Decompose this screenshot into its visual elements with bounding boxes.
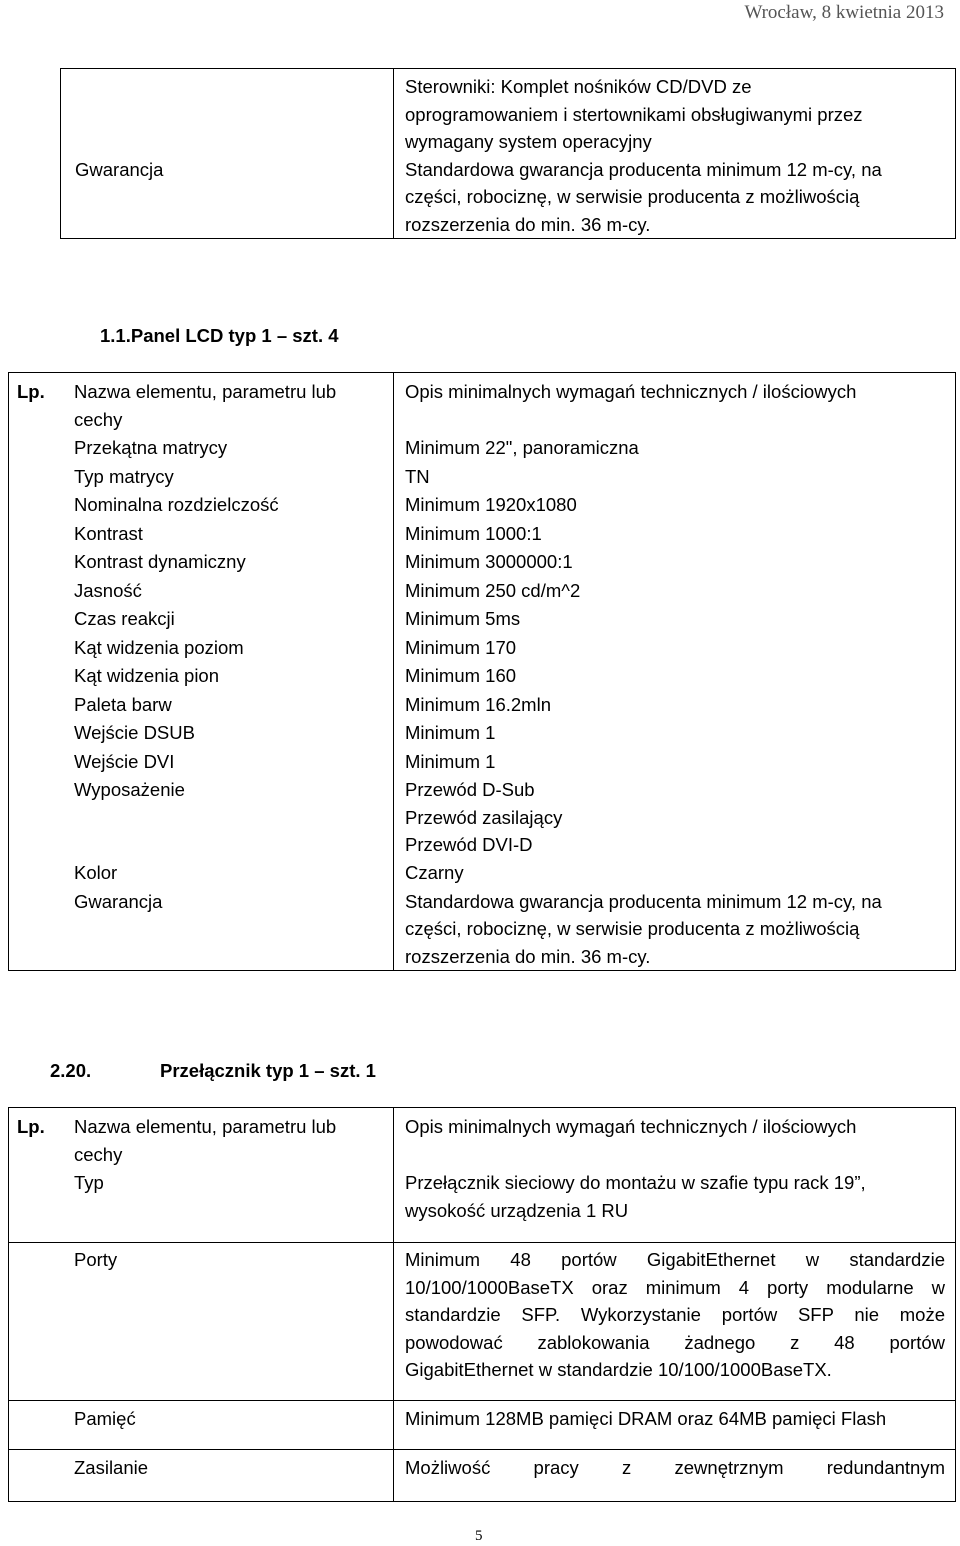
row-name: Kontrast <box>74 522 143 544</box>
header-date: Wrocław, 8 kwietnia 2013 <box>744 2 944 23</box>
warranty-line-1: Standardowa gwarancja producenta minimum 12 m-cy, na <box>405 158 882 180</box>
warranty-line-2: części, robociznę, w serwisie producenta z możliwością <box>405 186 860 207</box>
row-name: Wejście DVI <box>74 750 175 772</box>
porty-label: Porty <box>74 1249 118 1270</box>
lp-header: Lp. <box>17 1116 45 1137</box>
color-label: Kolor <box>74 862 118 883</box>
row-name: Kontrast dynamiczny <box>74 551 246 572</box>
header-name-line-2: cechy <box>74 1143 123 1165</box>
zasilanie-label: Zasilanie <box>74 1457 149 1478</box>
row-name: Przekątna matrycy <box>74 437 228 458</box>
warranty-line-3: rozszerzenia do min. 36 m-cy. <box>405 213 651 235</box>
warranty-label: Gwarancja <box>74 890 163 912</box>
row-name: Paleta barw <box>74 693 172 715</box>
row-value: Minimum 5ms <box>405 608 521 629</box>
warranty-label: Gwarancja <box>75 158 164 180</box>
pamiec-label: Pamięć <box>74 1408 136 1429</box>
typ-label: Typ <box>74 1172 104 1193</box>
header-name-line-1: Nazwa elementu, parametru lub <box>74 381 337 402</box>
drivers-line-3: wymagany system operacyjny <box>405 131 652 152</box>
drivers-line-1: Sterowniki: Komplet nośników CD/DVD ze <box>405 76 752 97</box>
table-panel-lcd <box>8 372 956 971</box>
zasilanie-value: Możliwość pracy z zewnętrznym redundantnym <box>405 1457 945 1478</box>
color-value: Czarny <box>405 862 464 883</box>
warranty-line-2: części, robociznę, w serwisie producenta z możliwością <box>405 918 860 939</box>
equipment-label: Wyposażenie <box>74 779 185 800</box>
section-number: 2.20. <box>50 1060 92 1081</box>
warranty-line-3: rozszerzenia do min. 36 m-cy. <box>405 945 651 967</box>
row-value: Minimum 250 cd/m^2 <box>405 579 581 601</box>
row-value: Minimum 160 <box>405 665 517 686</box>
pamiec-value: Minimum 128MB pamięci DRAM oraz 64MB pamięci Flash <box>405 1408 887 1429</box>
equipment-value-3: Przewód DVI-D <box>405 834 533 855</box>
porty-line-4: powodować zablokowania żadnego z 48 portów <box>405 1331 945 1353</box>
row-value: Minimum 22", panoramiczna <box>405 437 639 458</box>
row-name: Kąt widzenia poziom <box>74 636 244 658</box>
header-description: Opis minimalnych wymagań technicznych / ilościowych <box>405 381 857 402</box>
row-name: Wejście DSUB <box>74 722 195 743</box>
row-value: Minimum 170 <box>405 636 517 658</box>
equipment-value-1: Przewód D-Sub <box>405 779 535 800</box>
row-value: Minimum 1920x1080 <box>405 494 577 515</box>
section-title-panel-lcd: 1.1.Panel LCD typ 1 – szt. 4 <box>100 325 339 346</box>
porty-line-5: GigabitEthernet w standardzie 10/100/1000BaseTX. <box>405 1359 832 1380</box>
row-name: Typ matrycy <box>74 465 174 487</box>
header-description: Opis minimalnych wymagań technicznych / ilościowych <box>405 1116 857 1137</box>
porty-line-2: 10/100/1000BaseTX oraz minimum 4 porty modularne w <box>405 1276 945 1298</box>
section-title-switch: Przełącznik typ 1 – szt. 1 <box>160 1060 376 1081</box>
row-value: Minimum 3000000:1 <box>405 551 573 572</box>
row-value: Minimum 16.2mln <box>405 693 551 715</box>
header-name-line-1: Nazwa elementu, parametru lub <box>74 1116 337 1137</box>
lp-header: Lp. <box>17 381 45 402</box>
table-continuation <box>60 68 956 239</box>
typ-line-1: Przełącznik sieciowy do montażu w szafie typu rack 19”, <box>405 1172 866 1193</box>
typ-line-2: wysokość urządzenia 1 RU <box>405 1199 629 1221</box>
table-switch <box>8 1107 956 1502</box>
equipment-value-2: Przewód zasilający <box>405 806 563 828</box>
page-number: 5 <box>475 1528 483 1544</box>
row-name: Kąt widzenia pion <box>74 665 220 686</box>
row-value: Minimum 1000:1 <box>405 522 542 544</box>
row-name: Nominalna rozdzielczość <box>74 494 279 515</box>
row-value: Minimum 1 <box>405 722 496 743</box>
porty-line-1: Minimum 48 portów GigabitEthernet w standardzie <box>405 1249 945 1270</box>
header-name-line-2: cechy <box>74 408 123 430</box>
warranty-line-1: Standardowa gwarancja producenta minimum 12 m-cy, na <box>405 890 882 912</box>
row-value: TN <box>405 465 430 487</box>
porty-line-3: standardzie SFP. Wykorzystanie portów SFP nie może <box>405 1304 945 1325</box>
row-name: Jasność <box>74 579 142 601</box>
drivers-line-2: oprogramowaniem i stertownikami obsługiwanymi przez <box>405 103 863 125</box>
row-value: Minimum 1 <box>405 750 496 772</box>
row-name: Czas reakcji <box>74 608 175 629</box>
